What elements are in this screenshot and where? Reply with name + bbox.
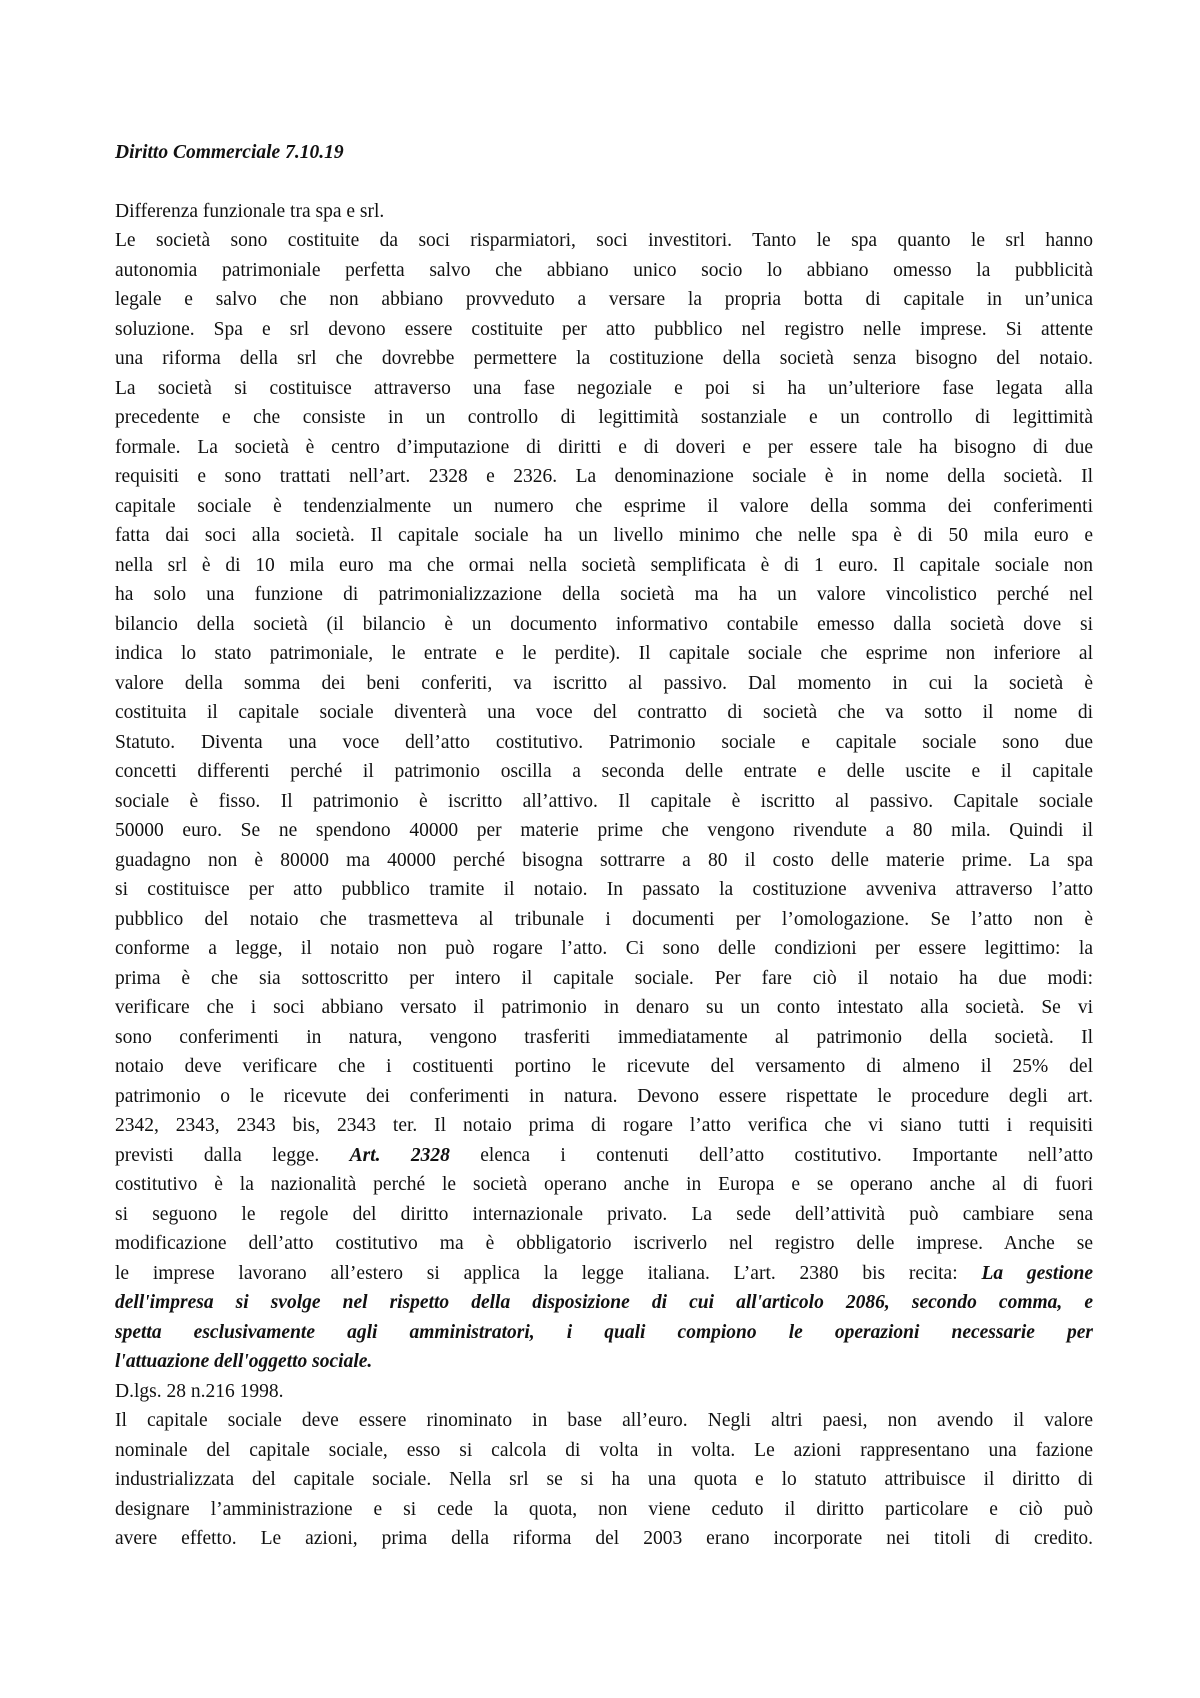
- body-line: ha solo una funzione di patrimonializzazione della società ma ha un valore vincolistico perché nel: [115, 584, 1093, 605]
- body-line: concetti differenti perché il patrimonio oscilla a seconda delle entrate e delle uscite e il capitale: [115, 761, 1093, 782]
- legal-quote-block: [115, 1288, 1093, 1377]
- body-line: La società si costituisce attraverso una fase negoziale e poi si ha un’ulteriore fase legata alla: [115, 377, 1093, 399]
- document-page: [115, 138, 1093, 1554]
- body-line: D.lgs. 28 n.216 1998.: [115, 1380, 284, 1402]
- body-line-quote-intro: [115, 1259, 1093, 1289]
- body-line: prima è che sia sottoscritto per intero il capitale sociale. Per fare ciò il notaio ha due modi:: [115, 967, 1093, 989]
- body-line: nominale del capitale sociale, esso si calcola di volta in volta. Le azioni rappresentano una fazione: [115, 1439, 1093, 1461]
- body-line: sociale è fisso. Il patrimonio è iscritto all’attivo. Il capitale è iscritto al passivo. Capitale sociale: [115, 790, 1093, 812]
- body-line: si seguono le regole del diritto internazionale privato. La sede dell’attività può cambiare sena: [115, 1203, 1093, 1225]
- body-line: sono conferimenti in natura, vengono trasferiti immediatamente al patrimonio della società. Il: [115, 1026, 1093, 1048]
- body-line: 2342, 2343, 2343 bis, 2343 ter. Il notaio prima di rogare l’atto verifica che vi siano tutti i requisiti: [115, 1115, 1093, 1136]
- body-line: precedente e che consiste in un controllo di legittimità sostanziale e un controllo di legittimità: [115, 407, 1093, 428]
- body-line: conforme a legge, il notaio non può rogare l’atto. Ci sono delle condizioni per essere legittimo: la: [115, 938, 1093, 959]
- body-line: patrimonio o le ricevute dei conferimenti in natura. Devono essere rispettate le procedure degli art.: [115, 1085, 1093, 1107]
- body-text-block-2: [115, 1170, 1093, 1259]
- body-line: indica lo stato patrimoniale, le entrate e le perdite). Il capitale sociale che esprime non inferiore al: [115, 643, 1093, 664]
- body-line: Le società sono costituite da soci risparmiatori, soci investitori. Tanto le spa quanto le srl hanno: [115, 230, 1093, 251]
- body-line: 50000 euro. Se ne spendono 40000 per materie prime che vengono rivendute a 80 mila. Quindi il: [115, 820, 1093, 841]
- body-line: designare l’amministrazione e si cede la quota, non viene ceduto il diritto particolare e ciò può: [115, 1498, 1093, 1520]
- body-line: soluzione. Spa e srl devono essere costituite per atto pubblico nel registro nelle imprese. Si attente: [115, 318, 1093, 340]
- body-line: autonomia patrimoniale perfetta salvo che abbiano unico socio lo abbiano omesso la pubblicità: [115, 259, 1093, 281]
- quote-line: dell'impresa si svolge nel rispetto della disposizione di cui all'articolo 2086, secondo comma, e: [115, 1292, 1093, 1313]
- line-text-before: previsti dalla legge.: [115, 1144, 350, 1166]
- body-line: modificazione dell’atto costitutivo ma è obbligatorio iscriverlo nel registro delle imprese. Anche se: [115, 1233, 1093, 1254]
- bold-article-reference: Art. 2328: [349, 1144, 450, 1166]
- body-line: una riforma della srl che dovrebbe permettere la costituzione della società senza bisogno del notaio.: [115, 348, 1093, 369]
- line-text-after: elenca i contenuti dell’atto costitutivo. Importante nell’atto: [449, 1144, 1093, 1166]
- body-text-block-1: [115, 197, 1093, 1141]
- body-line: Statuto. Diventa una voce dell’atto costitutivo. Patrimonio sociale e capitale sociale sono due: [115, 731, 1093, 753]
- body-line: nella srl è di 10 mila euro ma che ormai nella società semplificata è di 1 euro. Il capitale sociale non: [115, 554, 1093, 576]
- body-line: valore della somma dei beni conferiti, va iscritto al passivo. Dal momento in cui la società è: [115, 672, 1093, 694]
- body-line: legale e salvo che non abbiano provveduto a versare la propria botta di capitale in un’unica: [115, 289, 1093, 310]
- body-line-article-reference: [115, 1141, 1093, 1171]
- body-line: verificare che i soci abbiano versato il patrimonio in denaro su un conto intestato alla società. Se vi: [115, 997, 1093, 1018]
- body-line: Differenza funzionale tra spa e srl.: [115, 200, 385, 222]
- quote-line: l'attuazione dell'oggetto sociale.: [115, 1351, 373, 1372]
- body-line: capitale sociale è tendenzialmente un numero che esprime il valore della somma dei conferimenti: [115, 495, 1093, 517]
- body-line: guadagno non è 80000 ma 40000 perché bisogna sottrarre a 80 il costo delle materie prime. La spa: [115, 849, 1093, 871]
- line-text-before: le imprese lavorano all’estero si applica la legge italiana. L’art. 2380 bis recita:: [115, 1262, 982, 1284]
- body-line: bilancio della società (il bilancio è un documento informativo contabile emesso dalla società dove si: [115, 613, 1093, 635]
- body-line: si costituisce per atto pubblico tramite il notaio. In passato la costituzione avveniva attraverso l’atto: [115, 879, 1093, 900]
- body-line: fatta dai soci alla società. Il capitale sociale ha un livello minimo che nelle spa è di 50 mila euro e: [115, 525, 1093, 546]
- body-line: notaio deve verificare che i costituenti portino le ricevute del versamento di almeno il 25% del: [115, 1056, 1093, 1077]
- quote-line: spetta esclusivamente agli amministratori, i quali compiono le operazioni necessarie per: [115, 1321, 1093, 1343]
- body-line: costitutivo è la nazionalità perché le società operano anche in Europa e se operano anche al di fuori: [115, 1174, 1093, 1195]
- body-line: costituita il capitale sociale diventerà una voce del contratto di società che va sotto il nome di: [115, 702, 1093, 723]
- document-title: Diritto Commerciale 7.10.19: [115, 142, 344, 163]
- body-line: pubblico del notaio che trasmetteva al tribunale i documenti per l’omologazione. Se l’atto non è: [115, 908, 1093, 930]
- body-line: avere effetto. Le azioni, prima della riforma del 2003 erano incorporate nei titoli di credito.: [115, 1528, 1093, 1549]
- body-text-block-3: [115, 1377, 1093, 1554]
- body-line: formale. La società è centro d’imputazione di diritti e di doveri e per essere tale ha bisogno di due: [115, 436, 1093, 458]
- body-line: industrializzata del capitale sociale. Nella srl se si ha una quota e lo statuto attribuisce il diritto di: [115, 1469, 1093, 1490]
- body-line: Il capitale sociale deve essere rinominato in base all’euro. Negli altri paesi, non avendo il valore: [115, 1410, 1093, 1431]
- body-line: requisiti e sono trattati nell’art. 2328 e 2326. La denominazione sociale è in nome della società. Il: [115, 466, 1093, 487]
- quote-start: La gestione: [981, 1262, 1093, 1284]
